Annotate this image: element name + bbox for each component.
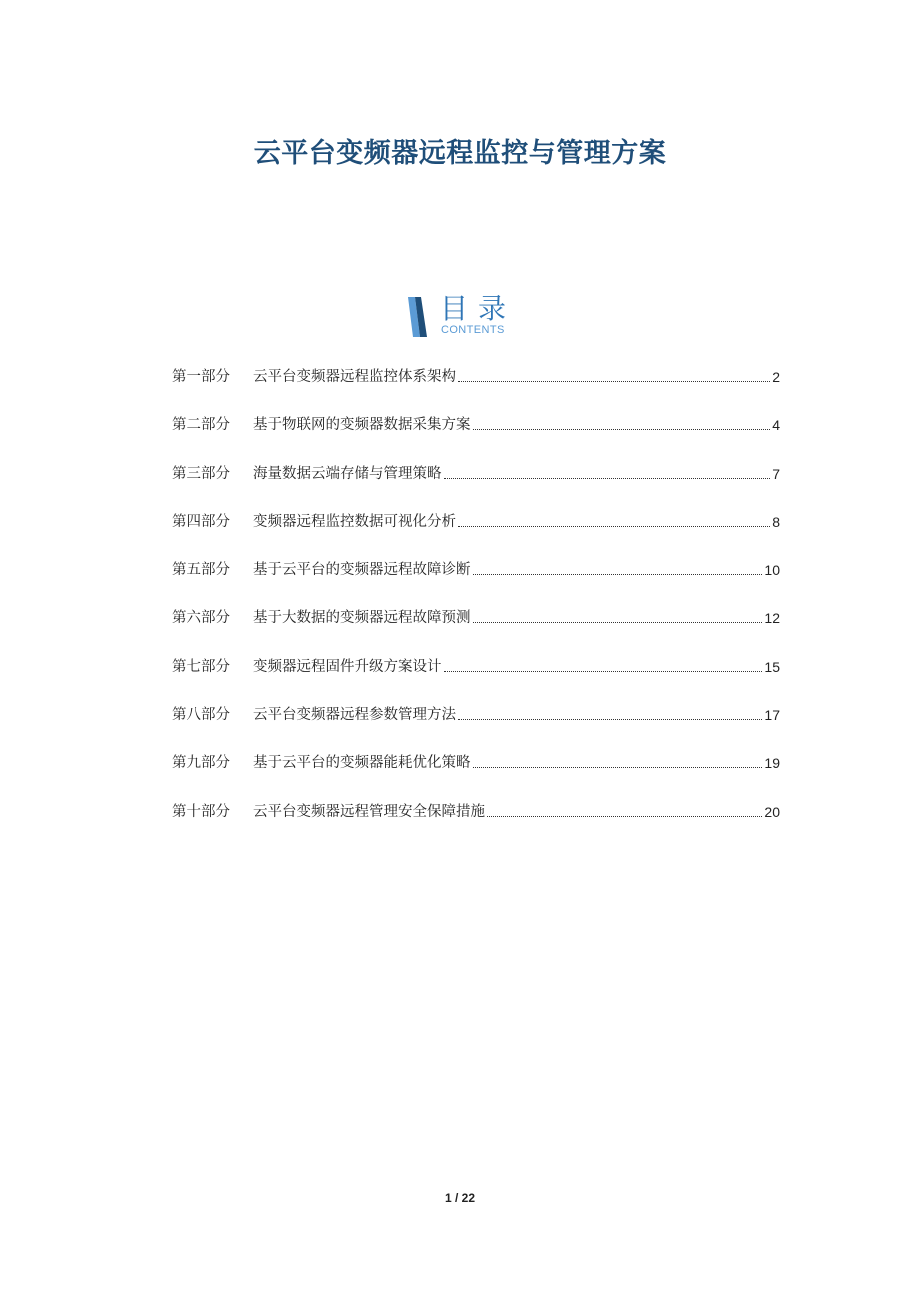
book-spine-logo-icon	[406, 297, 432, 337]
toc-entry-leader	[473, 607, 763, 623]
toc-entry[interactable]	[172, 656, 780, 704]
toc-entry[interactable]	[172, 559, 780, 607]
toc-entry-page[interactable]: 8	[772, 513, 780, 530]
toc-entry-leader	[458, 511, 770, 527]
toc-entry-page[interactable]: 15	[764, 658, 780, 675]
toc-header	[406, 293, 526, 343]
toc-entry-part: 第九部分	[172, 755, 230, 772]
toc-entry-part: 第四部分	[172, 513, 230, 530]
toc-entry-title[interactable]: 基于物联网的变频器数据采集方案	[253, 417, 471, 434]
toc-entry-page[interactable]: 19	[764, 755, 780, 772]
toc-entry-title[interactable]: 云平台变频器远程监控体系架构	[253, 369, 456, 385]
toc-entry-page[interactable]: 17	[764, 707, 780, 724]
toc-entry-part: 第十部分	[172, 803, 230, 820]
toc-entry-leader	[473, 414, 771, 430]
toc-entry[interactable]	[172, 704, 780, 752]
toc-list	[172, 366, 780, 849]
toc-entry-title[interactable]: 云平台变频器远程参数管理方法	[253, 707, 456, 724]
toc-entry-title[interactable]: 变频器远程监控数据可视化分析	[253, 513, 456, 530]
toc-entry-leader	[458, 704, 762, 720]
toc-entry-part: 第五部分	[172, 562, 230, 579]
document-title: 云平台变频器远程监控与管理方案	[253, 138, 667, 170]
toc-entry-part: 第八部分	[172, 707, 230, 724]
toc-entry-part: 第一部分	[172, 369, 230, 385]
toc-entry-page[interactable]: 4	[772, 417, 780, 434]
toc-entry-leader	[444, 656, 763, 672]
toc-entry[interactable]	[172, 511, 780, 559]
page-indicator: 1 / 22	[444, 1191, 476, 1205]
toc-entry-title[interactable]: 云平台变频器远程管理安全保障措施	[253, 803, 485, 820]
toc-entry-part: 第三部分	[172, 465, 230, 482]
toc-subheading: CONTENTS	[441, 324, 505, 336]
toc-entry-leader	[473, 559, 763, 575]
toc-entry-part: 第七部分	[172, 658, 230, 675]
toc-entry[interactable]	[172, 607, 780, 655]
toc-entry-page[interactable]: 20	[764, 803, 780, 820]
toc-entry[interactable]	[172, 463, 780, 511]
toc-entry-title[interactable]: 基于云平台的变频器远程故障诊断	[253, 562, 471, 579]
toc-entry-title[interactable]: 变频器远程固件升级方案设计	[253, 658, 442, 675]
toc-entry-page[interactable]: 7	[772, 465, 780, 482]
toc-entry-page[interactable]: 2	[772, 369, 780, 385]
toc-entry[interactable]	[172, 414, 780, 462]
toc-entry-part: 第六部分	[172, 610, 230, 627]
toc-entry-leader	[444, 463, 771, 479]
toc-entry-leader	[458, 366, 770, 382]
toc-entry-leader	[473, 752, 763, 768]
toc-entry-leader	[487, 801, 762, 817]
toc-entry-page[interactable]: 12	[764, 610, 780, 627]
toc-entry-part: 第二部分	[172, 417, 230, 434]
toc-entry-title[interactable]: 基于大数据的变频器远程故障预测	[253, 610, 471, 627]
toc-entry[interactable]	[172, 801, 780, 849]
toc-entry[interactable]	[172, 752, 780, 800]
toc-entry-title[interactable]: 海量数据云端存储与管理策略	[253, 465, 442, 482]
toc-heading: 目录	[440, 292, 517, 325]
toc-entry-title[interactable]: 基于云平台的变频器能耗优化策略	[253, 755, 471, 772]
toc-entry[interactable]	[172, 366, 780, 414]
toc-entry-page[interactable]: 10	[764, 562, 780, 579]
